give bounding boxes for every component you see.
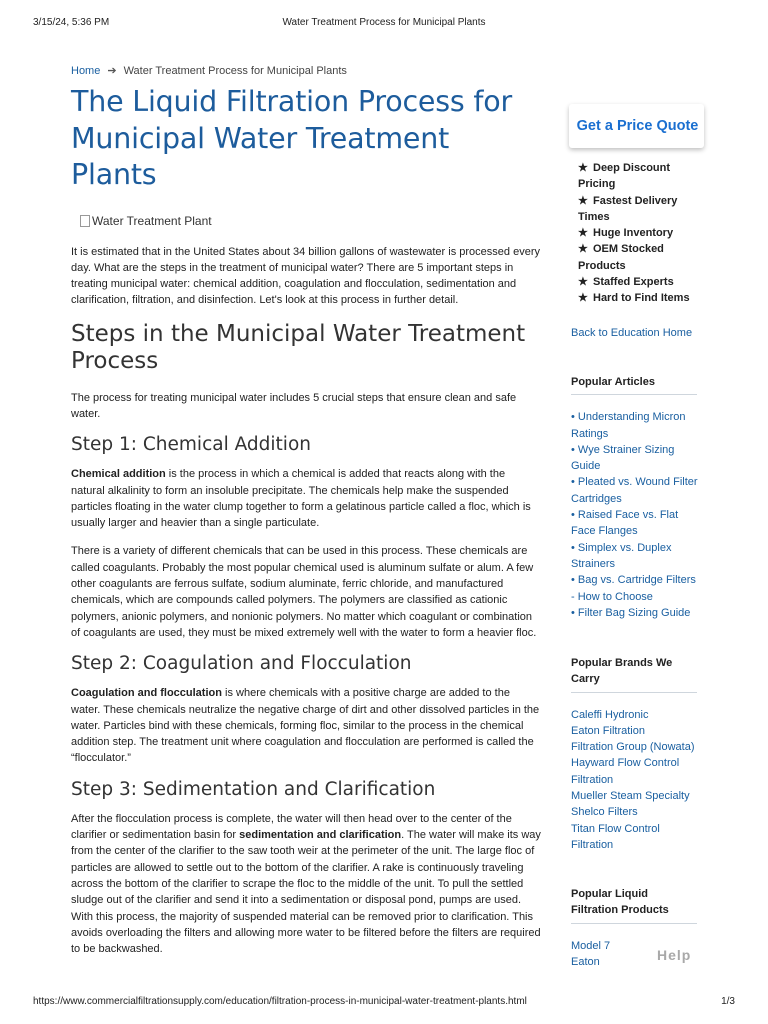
step1-text: is the process in which a chemical is added that reacts along with the natural alkalinity to form an insoluble precipitate. The chemicals help make the suspended particles floating in the water clump together to form a gelatinous particle called a floc, which is usually larger and heavier than a single particulate. [71, 468, 531, 530]
step1-paragraph-2: There is a variety of different chemicals that can be used in this process. These chemicals are called coagulants. Probably the most popular chemical used is aluminum sulfate or alum. A few other coagulants are ferrous sulfate, sodium aluminate, ferric chloride, and manufactured chemicals, which are compounds called polymers. The polymers are classified as cationic polymers, anionic polymers, and nonionic polymers. No matter which coagulant or combination of coagulants are used, they must be mixed extremely well with the water to form a heavier floc. [71, 545, 537, 639]
benefit-label: Fastest Delivery Times [578, 194, 678, 223]
article-link[interactable]: • Pleated vs. Wound Filter Cartridges [571, 476, 698, 505]
print-datetime: 3/15/24, 5:36 PM [33, 17, 110, 28]
benefit-item [578, 193, 703, 226]
brand-link[interactable]: Shelco Filters [571, 806, 638, 819]
popular-brands [571, 655, 701, 853]
benefit-label: Staffed Experts [593, 276, 674, 289]
article-link[interactable]: • Bag vs. Cartridge Filters - How to Choose [571, 574, 696, 603]
breadcrumb-current: Water Treatment Process for Municipal Plants [123, 65, 347, 77]
benefit-item [578, 290, 703, 306]
print-footer [0, 996, 768, 1010]
step1-paragraph-1 [71, 466, 541, 531]
benefit-label: OEM Stocked Products [578, 243, 664, 272]
broken-image-icon [80, 215, 90, 227]
step2-paragraph [71, 685, 541, 766]
step3-heading: Step 3: Sedimentation and Clarification [71, 778, 436, 800]
brand-link[interactable]: Titan Flow Control Filtration [571, 822, 660, 851]
print-page-number: 1/3 [721, 996, 735, 1007]
brand-link[interactable]: Filtration Group (Nowata) [571, 741, 695, 754]
popular-articles [571, 374, 701, 621]
benefits-list [578, 160, 703, 307]
print-header [0, 17, 768, 31]
article-link[interactable]: • Understanding Micron Ratings [571, 411, 686, 440]
popular-articles-heading: Popular Articles [571, 374, 697, 395]
print-doc-title: Water Treatment Process for Municipal Plants [282, 17, 486, 28]
product-link[interactable]: Model 7 [571, 939, 611, 952]
step2-heading: Step 2: Coagulation and Flocculation [71, 653, 412, 675]
arrow-right-icon: ➔ [107, 65, 117, 77]
step1-heading: Step 1: Chemical Addition [71, 434, 311, 456]
help-button[interactable]: Help [657, 947, 692, 963]
article-link[interactable]: • Raised Face vs. Flat Face Flanges [571, 509, 679, 538]
intro-paragraph: It is estimated that in the United States about 34 billion gallons of wastewater is processed every day. What are the steps in the treatment of municipal water? There are 5 important steps in treating municipal water: chemical addition, coagulation and flocculation, sedimentation and clarification, filtration, and disinfection. Let's look at this process in further detail. [71, 245, 540, 307]
breadcrumb-home-link[interactable]: Home [71, 65, 101, 77]
print-url: https://www.commercialfiltrationsupply.com/education/filtration-process-in-municipal-water-treatment-plants.html [33, 996, 527, 1007]
page-title: The Liquid Filtration Process for Municipal Water Treatment Plants [71, 85, 513, 191]
step3-bold-term: sedimentation and clarification [239, 829, 402, 842]
star-icon: ★ [578, 276, 588, 289]
brand-link[interactable]: Eaton Filtration [571, 724, 645, 737]
step1-bold-term: Chemical addition [71, 468, 166, 481]
brand-link[interactable]: Caleffi Hydronic [571, 708, 649, 721]
step3-paragraph [71, 811, 541, 958]
article-link[interactable]: • Simplex vs. Duplex Strainers [571, 541, 672, 570]
step2-text: is where chemicals with a positive charge are added to the water. These chemicals neutralize the negative charge of dirt and other dissolved particles in the water. Particles bind with these chemicals, forming floc, similar to the process in the chemical addition step. The treatment unit where coagulation and flocculation are performed is called the “flocculator.” [71, 687, 540, 765]
step3-text-a: After the flocculation process is complete, the water will then head over to the center of the clarifier or sedimentation basin for [71, 812, 512, 842]
benefit-item [578, 225, 703, 241]
get-price-quote-button[interactable]: Get a Price Quote [569, 104, 704, 148]
hero-image-alt: Water Treatment Plant [92, 213, 212, 228]
benefit-item [578, 274, 703, 290]
back-to-education [571, 325, 701, 341]
benefit-label: Huge Inventory [593, 227, 674, 240]
article-main [71, 84, 541, 969]
brand-link[interactable]: Mueller Steam Specialty [571, 790, 690, 803]
article-link[interactable]: • Wye Strainer Sizing Guide [571, 443, 675, 473]
benefit-label: Hard to Find Items [593, 292, 690, 305]
star-icon: ★ [578, 292, 588, 305]
benefit-item [578, 241, 703, 274]
breadcrumb [71, 64, 347, 77]
product-link[interactable]: Eaton [571, 955, 600, 968]
benefit-item [578, 160, 703, 193]
steps-heading: Steps in the Municipal Water Treatment Process [71, 320, 526, 375]
star-icon: ★ [578, 227, 588, 240]
benefit-label: Deep Discount Pricing [578, 162, 671, 191]
step3-text-b: . The water will make its way from the center of the clarifier to the saw tooth weir at the perimeter of the unit. The large floc of particles are allowed to settle out to the bottom of the clarifier. A rake is continuously traveling across the bottom of the clarifier to scrape the floc to the middle of the unit. To pull the settled sludge out of the clarifier and send it into a sedimentation or disposal pond, pumps are used. With this process, the majority of suspended material can be removed prior to clarification. This avoids overloading the filters and allowing more water to be filtered before the filters are required to be backwashed. [71, 829, 541, 956]
hero-image [80, 212, 541, 230]
back-to-education-link[interactable]: Back to Education Home [571, 327, 693, 339]
steps-intro: The process for treating municipal water includes 5 crucial steps that ensure clean and safe water. [71, 391, 517, 420]
star-icon: ★ [578, 194, 588, 207]
popular-products-heading: Popular Liquid Filtration Products [571, 886, 697, 924]
brand-link[interactable]: Hayward Flow Control Filtration [571, 757, 680, 786]
star-icon: ★ [578, 243, 588, 256]
star-icon: ★ [578, 162, 588, 174]
step2-bold-term: Coagulation and flocculation [71, 687, 222, 700]
article-link[interactable]: • Filter Bag Sizing Guide [571, 606, 691, 619]
popular-brands-heading: Popular Brands We Carry [571, 655, 697, 693]
